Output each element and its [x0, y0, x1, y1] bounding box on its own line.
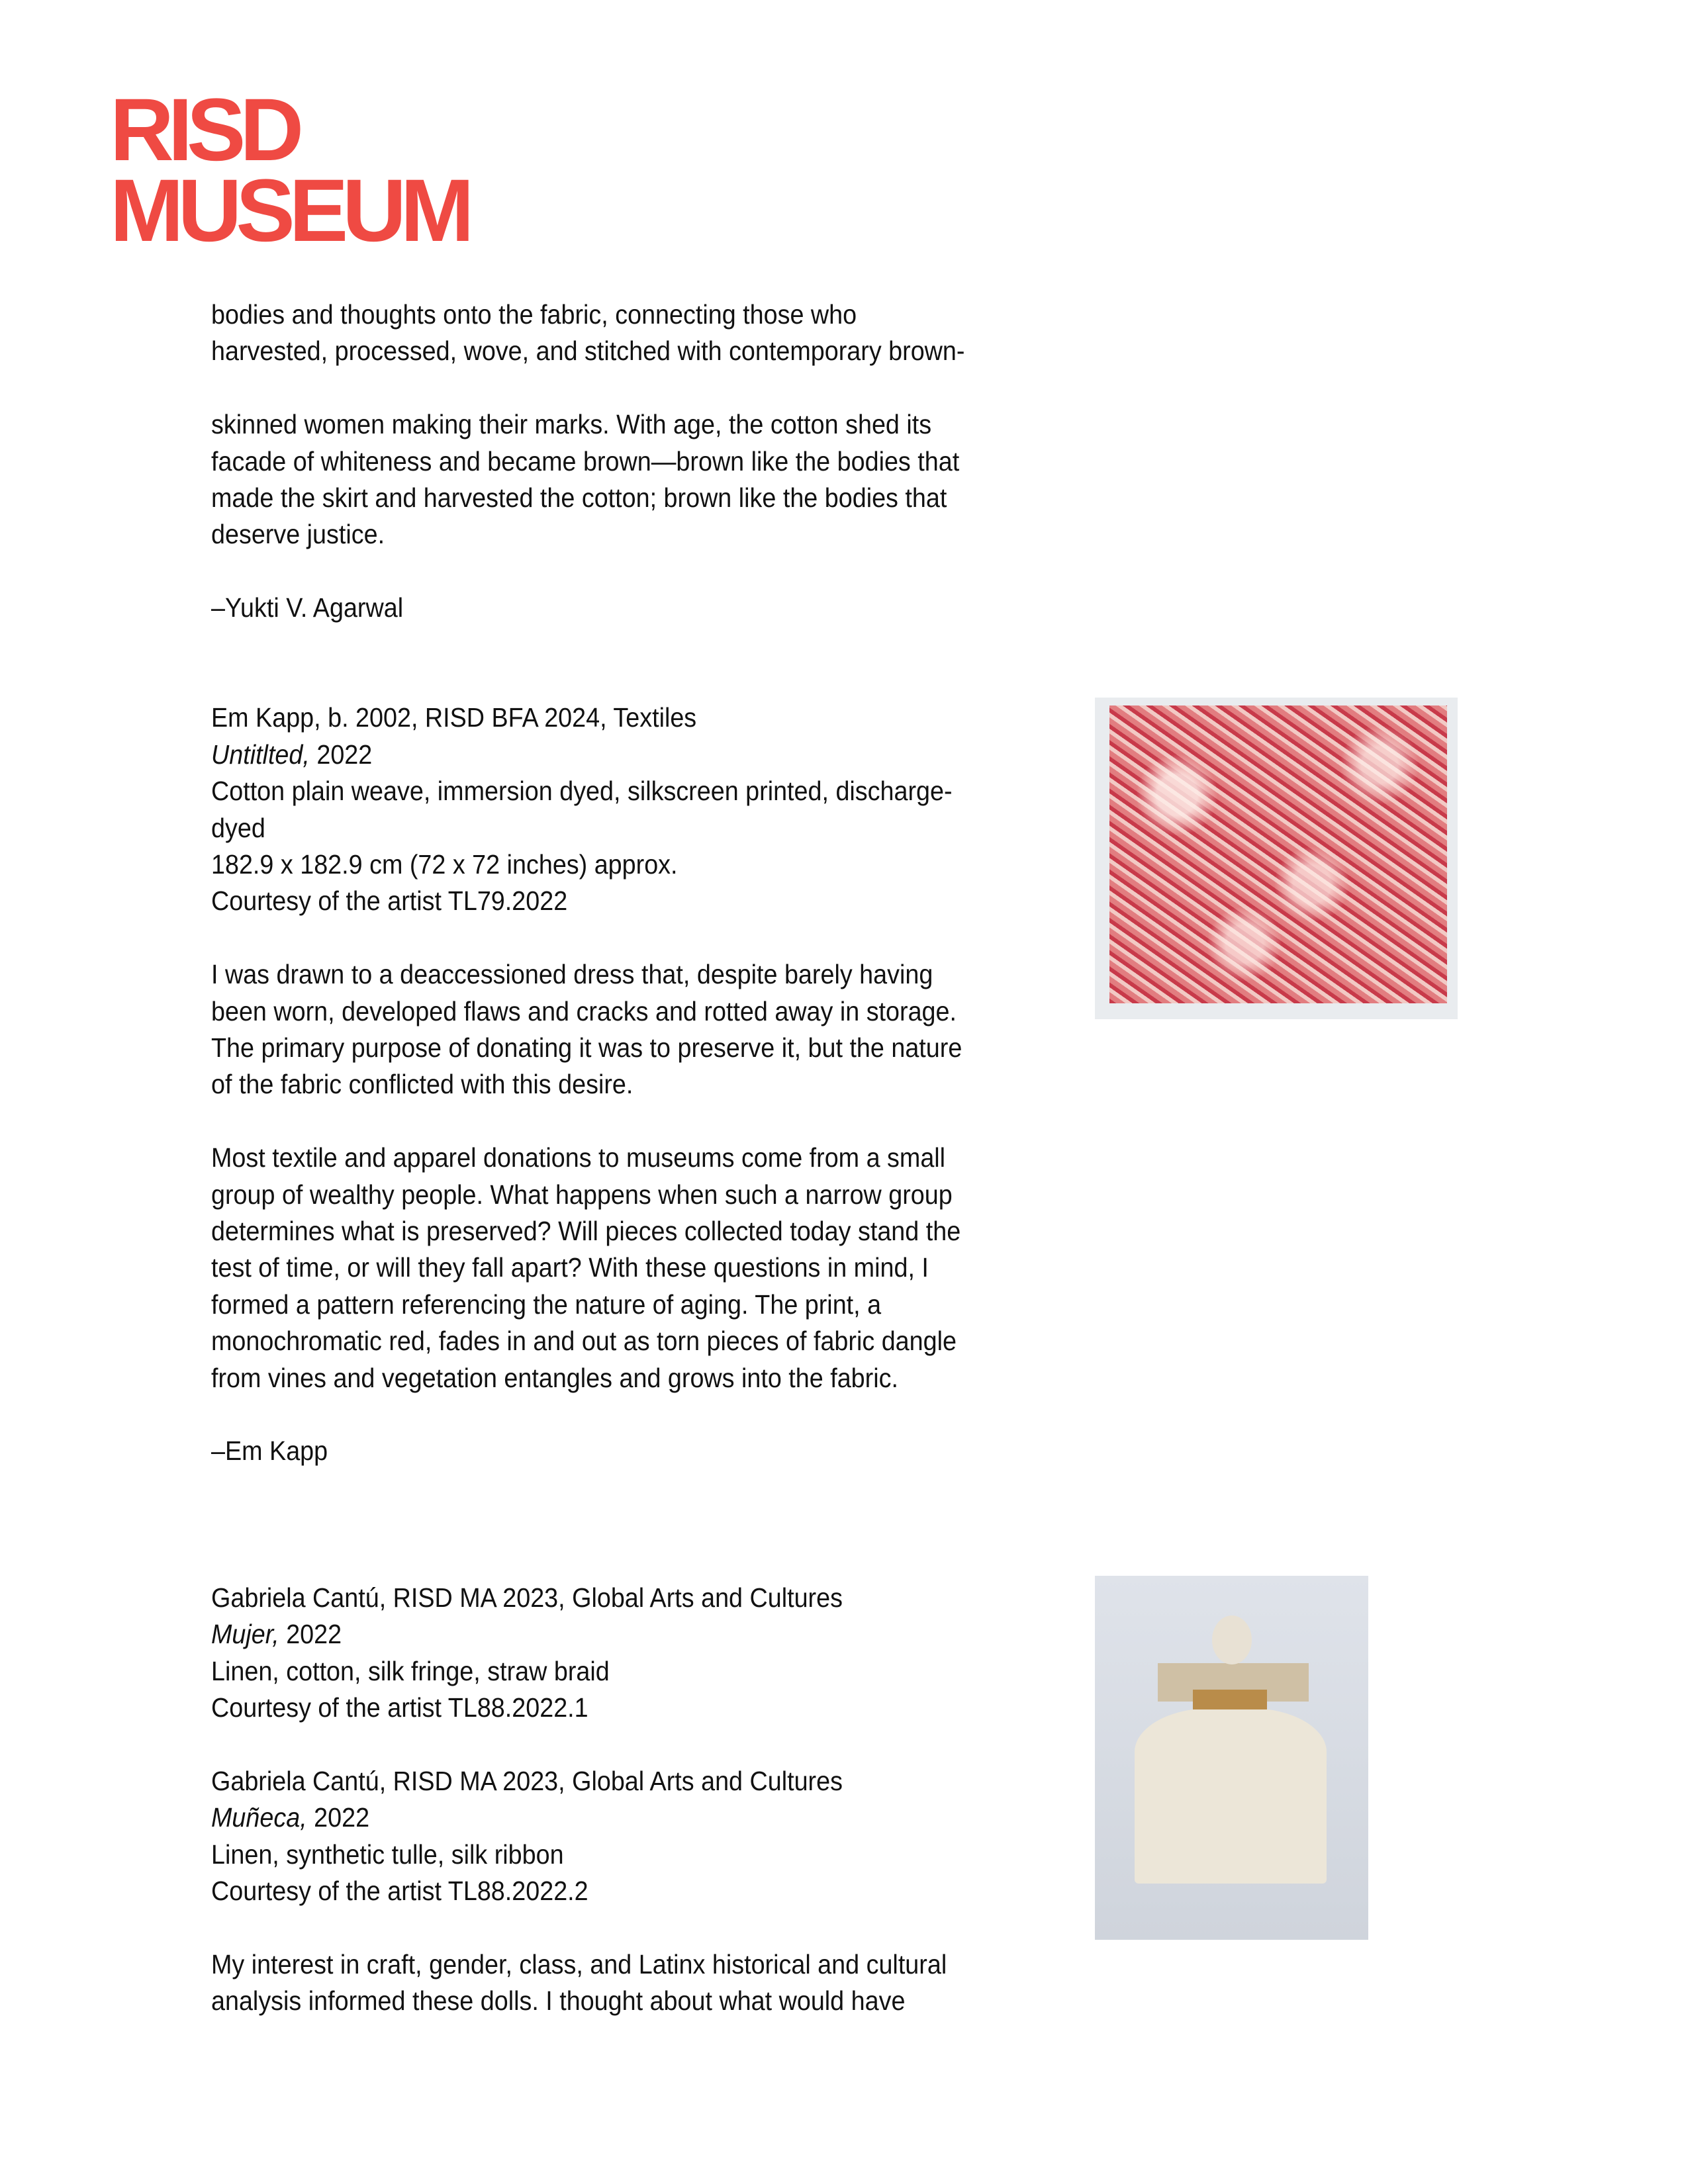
medium-line: Cotton plain weave, immersion dyed, silkscreen printed, discharge- — [211, 776, 953, 806]
artwork-title: Untitlted, — [211, 739, 310, 770]
dimensions-line: 182.9 x 182.9 cm (72 x 72 inches) approx. — [211, 849, 678, 880]
text-line: group of wealthy people. What happens when such a narrow group — [211, 1179, 953, 1210]
artist-line: Gabriela Cantú, RISD MA 2023, Global Arts and Cultures — [211, 1582, 843, 1613]
text-line: of the fabric conflicted with this desire. — [211, 1069, 633, 1099]
text-line: bodies and thoughts onto the fabric, connecting those who — [211, 299, 857, 330]
medium-line: Linen, cotton, silk fringe, straw braid — [211, 1656, 610, 1686]
artwork-year: 2022 — [309, 739, 373, 770]
artwork-title: Muñeca, — [211, 1802, 307, 1833]
artist-line: Gabriela Cantú, RISD MA 2023, Global Arts and Cultures — [211, 1766, 843, 1796]
artwork-image-doll — [1095, 1576, 1368, 1940]
medium-line: Linen, synthetic tulle, silk ribbon — [211, 1839, 564, 1870]
logo-risd: RISD — [110, 81, 299, 179]
text-line: from vines and vegetation entangles and grows into the fabric. — [211, 1363, 898, 1393]
text-line: Most textile and apparel donations to museums come from a small — [211, 1142, 946, 1173]
artwork-year: 2022 — [306, 1802, 370, 1833]
logo-museum: MUSEUM — [110, 161, 469, 260]
text-line: The primary purpose of donating it was to preserve it, but the nature — [211, 1032, 962, 1063]
text-line: analysis informed these dolls. I thought about what would have — [211, 1985, 906, 2016]
credit-line: Courtesy of the artist TL79.2022 — [211, 886, 568, 916]
artwork-image-untitled-red-textile — [1095, 698, 1458, 1019]
text-line: I was drawn to a deaccessioned dress that, despite barely having — [211, 959, 933, 989]
textile-fabric — [1109, 705, 1447, 1003]
text-line: monochromatic red, fades in and out as torn pieces of fabric dangle — [211, 1326, 957, 1356]
author-credit: –Yukti V. Agarwal — [211, 592, 404, 623]
text-line: facade of whiteness and became brown—brown like the bodies that — [211, 446, 960, 477]
artist-line: Em Kapp, b. 2002, RISD BFA 2024, Textiles — [211, 702, 697, 733]
doll-head — [1212, 1615, 1252, 1664]
author-credit: –Em Kapp — [211, 1435, 328, 1466]
credit-line: Courtesy of the artist TL88.2022.2 — [211, 1876, 588, 1906]
title-line — [211, 1799, 369, 1836]
text-line: formed a pattern referencing the nature of aging. The print, a — [211, 1289, 882, 1320]
text-line: deserve justice. — [211, 519, 385, 549]
text-line: made the skirt and harvested the cotton; brown like the bodies that — [211, 482, 947, 513]
artwork-year: 2022 — [279, 1619, 342, 1649]
text-line: determines what is preserved? Will pieces collected today stand the — [211, 1216, 961, 1246]
title-line — [211, 1616, 342, 1653]
doll-straw-braid — [1193, 1690, 1267, 1709]
doll-skirt — [1135, 1708, 1327, 1884]
text-line: skinned women making their marks. With age, the cotton shed its — [211, 409, 932, 439]
text-line: been worn, developed flaws and cracks and rotted away in storage. — [211, 996, 957, 1026]
text-line: My interest in craft, gender, class, and Latinx historical and cultural — [211, 1949, 947, 1979]
text-line: harvested, processed, wove, and stitched with contemporary brown- — [211, 336, 965, 366]
text-line: test of time, or will they fall apart? With these questions in mind, I — [211, 1252, 929, 1283]
title-line — [211, 737, 372, 773]
artwork-title: Mujer, — [211, 1619, 279, 1649]
credit-line: Courtesy of the artist TL88.2022.1 — [211, 1692, 588, 1723]
medium-line: dyed — [211, 813, 265, 843]
